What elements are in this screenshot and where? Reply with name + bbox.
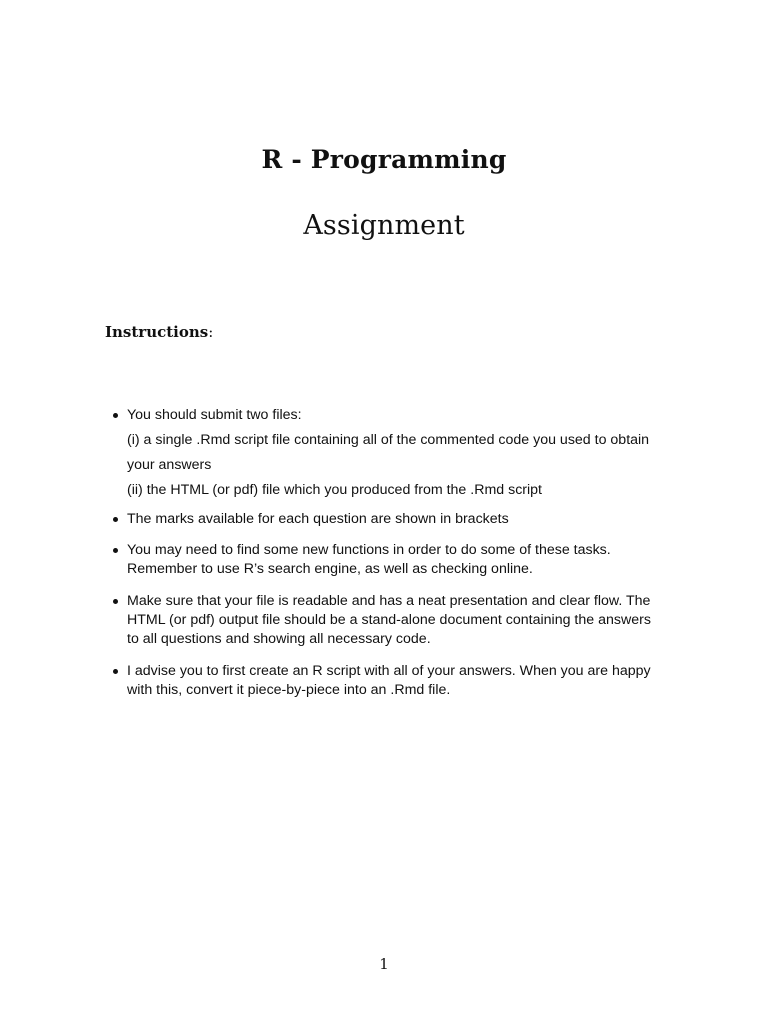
list-item-line: (ii) the HTML (or pdf) file which you produced from the .Rmd script [127,482,542,498]
list-item-line: to all questions and showing all necessary code. [127,631,431,647]
instructions-label [105,323,213,341]
list-item-line: with this, convert it piece-by-piece into an .Rmd file. [127,682,451,698]
list-item-line: The marks available for each question are shown in brackets [127,511,509,527]
instructions-list [108,403,688,700]
list-item-line: Remember to use R’s search engine, as well as checking online. [127,561,533,577]
instructions-colon: : [208,323,214,341]
list-item [108,662,688,700]
bullet-icon [113,548,118,553]
list-item-line: (i) a single .Rmd script file containing all of the commented code you used to obtain [127,432,650,448]
bullet-icon [113,599,118,604]
list-item-line: I advise you to first create an R script with all of your answers. When you are happy [127,663,651,679]
list-item-line: Make sure that your file is readable and has a neat presentation and clear flow. The [127,593,651,609]
list-item [108,541,688,579]
bullet-icon [113,669,118,674]
list-item-line: your answers [127,457,212,473]
instructions-heading: Instructions [105,323,209,341]
document-title: R - Programming [261,145,507,174]
list-item [108,403,688,503]
document-subtitle: Assignment [303,210,465,241]
list-item [108,592,688,649]
list-item-line: HTML (or pdf) output file should be a stand-alone document containing the answers [127,612,651,628]
list-item [108,510,688,529]
list-item-line: You should submit two files: [127,407,302,423]
list-item-line: You may need to find some new functions in order to do some of these tasks. [127,542,611,558]
bullet-icon [113,413,118,418]
bullet-icon [113,517,118,522]
page-number: 1 [379,955,389,973]
